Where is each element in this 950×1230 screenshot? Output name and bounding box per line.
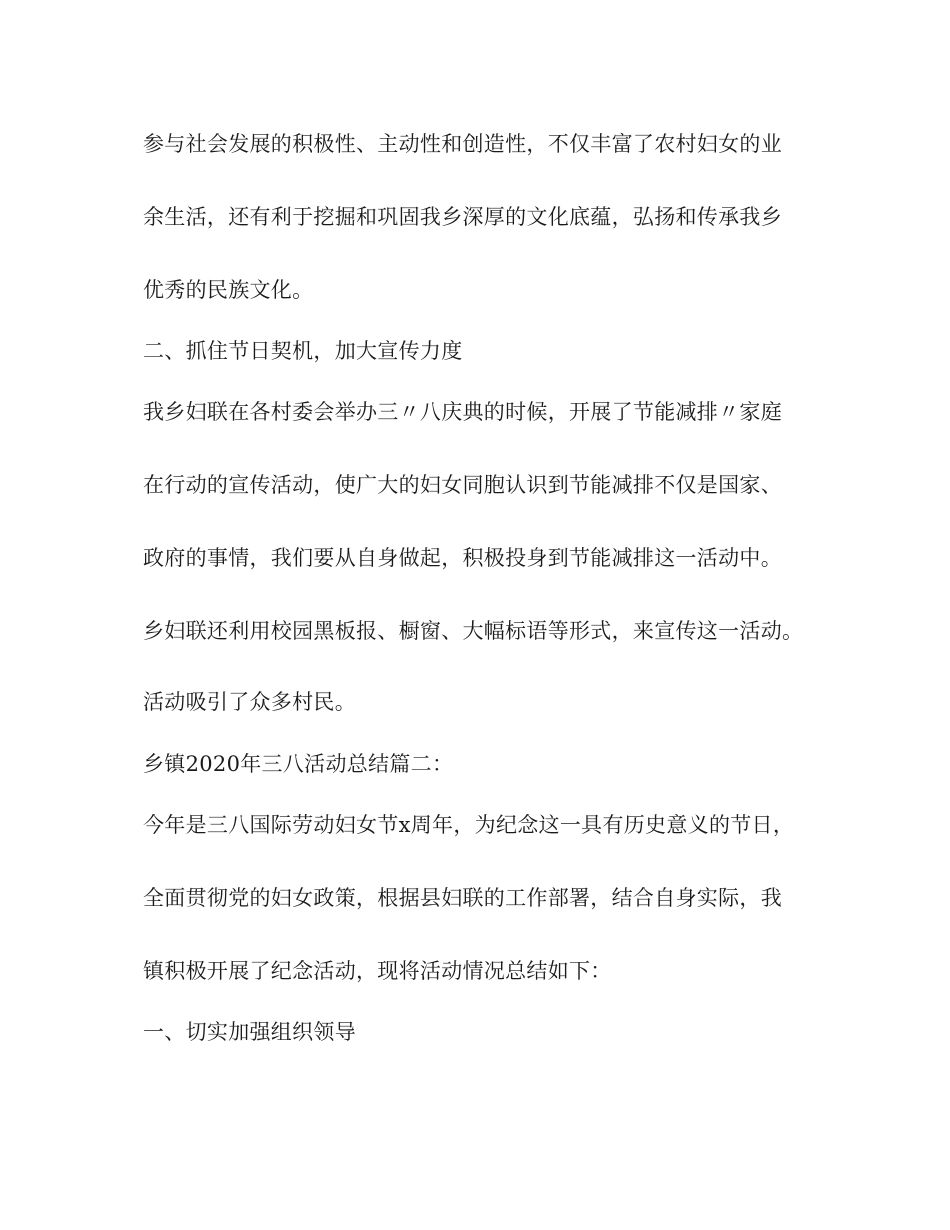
- paragraph-line: 活动吸引了众多村民。: [143, 690, 356, 714]
- paragraph-line: 余生活，还有利于挖掘和巩固我乡深厚的文化底蕴，弘扬和传承我乡: [143, 205, 782, 229]
- section-heading: 乡镇2020年三八活动总结篇二：: [143, 752, 454, 776]
- paragraph-line: 全面贯彻党的妇女政策，根据县妇联的工作部署，结合自身实际，我: [143, 886, 782, 910]
- paragraph-line: 政府的事情，我们要从自身做起，积极投身到节能减排这一活动中。: [143, 546, 782, 570]
- paragraph-line: 乡妇联还利用校园黑板报、橱窗、大幅标语等形式，来宣传这一活动。: [143, 619, 804, 643]
- section-heading: 二、抓住节日契机，加大宣传力度: [143, 339, 463, 363]
- paragraph-line: 镇积极开展了纪念活动，现将活动情况总结如下：: [143, 959, 612, 983]
- paragraph-line: 优秀的民族文化。: [143, 278, 314, 302]
- paragraph-line: 今年是三八国际劳动妇女节x周年，为纪念这一具有历史意义的节日，: [143, 813, 795, 837]
- paragraph-line: 我乡妇联在各村委会举办三〃八庆典的时候，开展了节能减排〃家庭: [143, 400, 782, 424]
- paragraph-line: 参与社会发展的积极性、主动性和创造性，不仅丰富了农村妇女的业: [143, 132, 782, 156]
- paragraph-line: 在行动的宣传活动，使广大的妇女同胞认识到节能减排不仅是国家、: [143, 473, 782, 497]
- section-heading: 一、切实加强组织领导: [143, 1020, 356, 1044]
